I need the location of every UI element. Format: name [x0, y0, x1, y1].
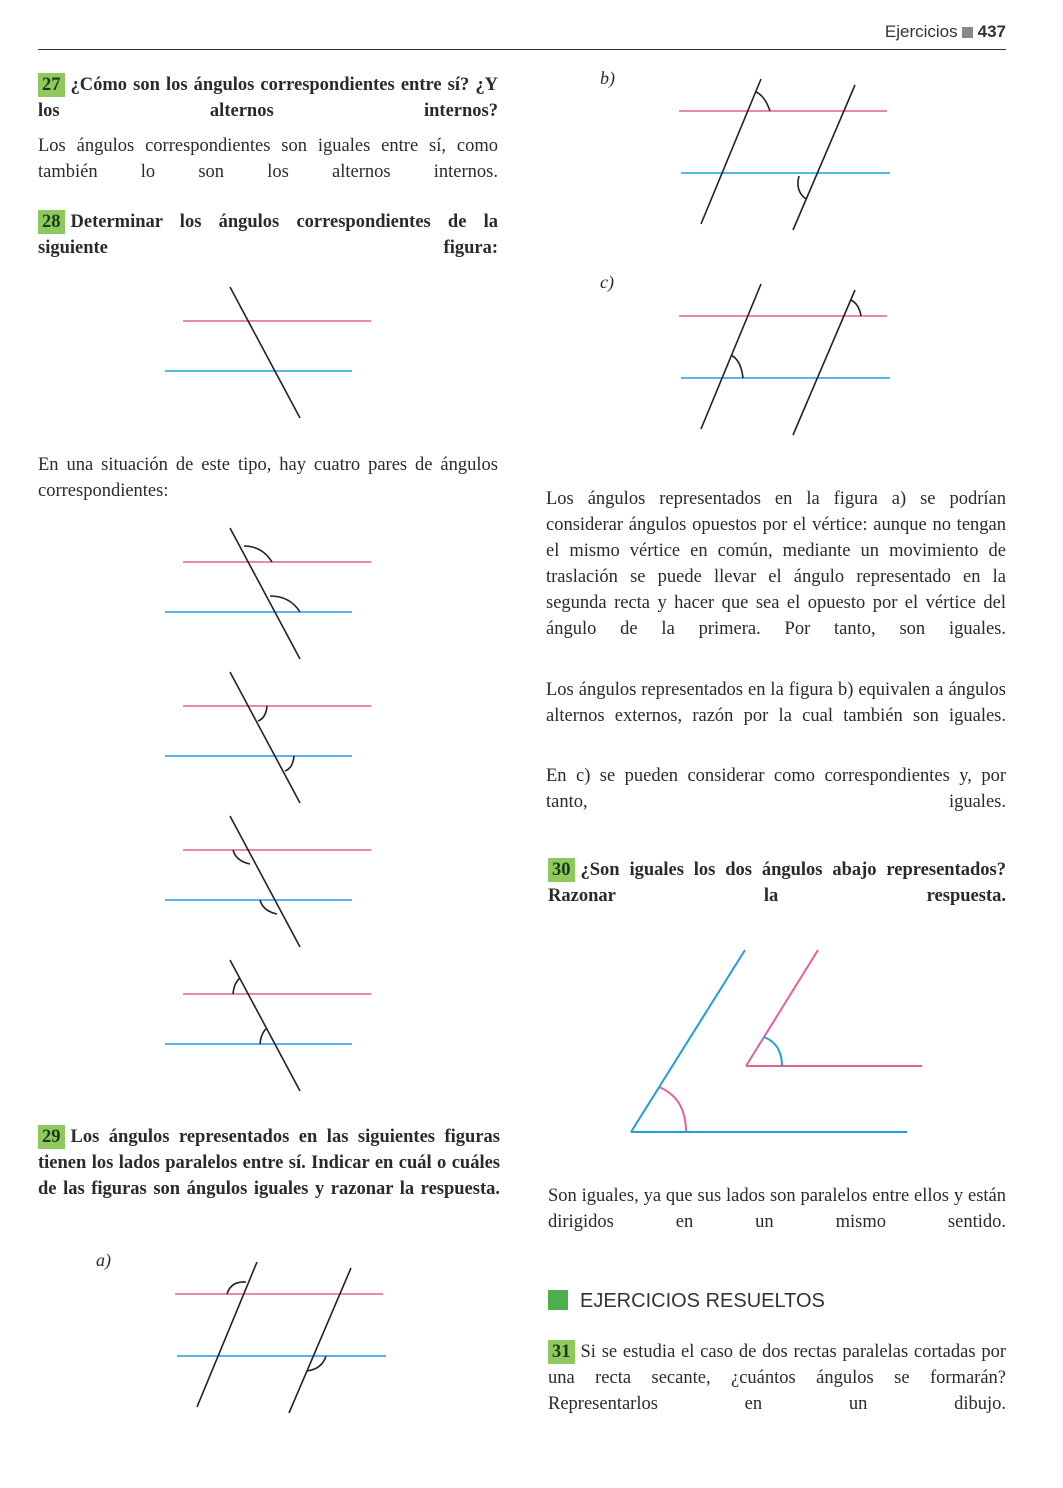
q27-answer: Los ángulos correspondientes son iguales entre sí, como también lo son los alternos internos. — [38, 136, 498, 182]
q29-answer-a: Los ángulos representados en la figura a) se podrían considerar ángulos opuestos por el vértice: aunque no tengan el mismo vértice en común, mediante un movimiento de traslación se puede llevar el ángulo representado en la segunda recta y hacer que sea el opuesto por el vértice del ángulo de la primera. Por tanto, son iguales. — [546, 489, 1006, 639]
q27-question-text: ¿Cómo son los ángulos correspondientes entre sí? ¿Y los alternos internos? — [38, 75, 498, 121]
q28-question-text: Determinar los ángulos correspondientes de la siguiente figura: — [38, 212, 498, 258]
q29-question-text: Los ángulos representados en las siguientes figuras tienen los lados paralelos entre sí. Indicar en cuál o cuáles de las figuras son ángulos iguales y razonar la respuesta. — [38, 1127, 500, 1199]
small-angle-arc — [764, 1037, 782, 1066]
q29-answer-b: Los ángulos representados en la figura b) equivalen a ángulos alternos externos, razón por la cual también son iguales. — [546, 680, 1006, 726]
section-title: EJERCICIOS RESUELTOS — [580, 1290, 825, 1312]
big-angle-side — [631, 950, 745, 1132]
gray-square-icon — [962, 27, 973, 38]
big-angle-arc — [659, 1087, 686, 1132]
figure-label-a: a) — [96, 1250, 111, 1270]
q28-answer: En una situación de este tipo, hay cuatro pares de ángulos correspondientes: — [38, 455, 498, 501]
q31-number-badge: 31 — [548, 1340, 575, 1364]
q31-question-text: Si se estudia el caso de dos rectas paralelas cortadas por una recta secante, ¿cuántos ángulos se formarán? Representarlos en un dibujo. — [548, 1342, 1006, 1414]
q27-number-badge: 27 — [38, 73, 65, 97]
q30-question-text: ¿Son iguales los dos ángulos abajo representados? Razonar la respuesta. — [548, 860, 1006, 906]
figure-label-b: b) — [600, 68, 615, 88]
page-number: 437 — [977, 22, 1006, 41]
q28-number-badge: 28 — [38, 210, 65, 234]
section-name: Ejercicios — [884, 22, 958, 41]
angle-arc — [227, 1282, 246, 1294]
small-angle-side — [746, 950, 818, 1066]
q29-answer-c: En c) se pueden considerar como correspondientes y, por tanto, iguales. — [546, 766, 1006, 812]
figure-label-c: c) — [600, 272, 614, 292]
section-header — [548, 1290, 825, 1313]
q30-number-badge: 30 — [548, 858, 575, 882]
q29-number-badge: 29 — [38, 1125, 65, 1149]
q31-question — [548, 1339, 1006, 1443]
q30-answer: Son iguales, ya que sus lados son paralelos entre ellos y están dirigidos en un mismo sentido. — [548, 1186, 1006, 1232]
green-square-icon — [548, 1290, 568, 1310]
